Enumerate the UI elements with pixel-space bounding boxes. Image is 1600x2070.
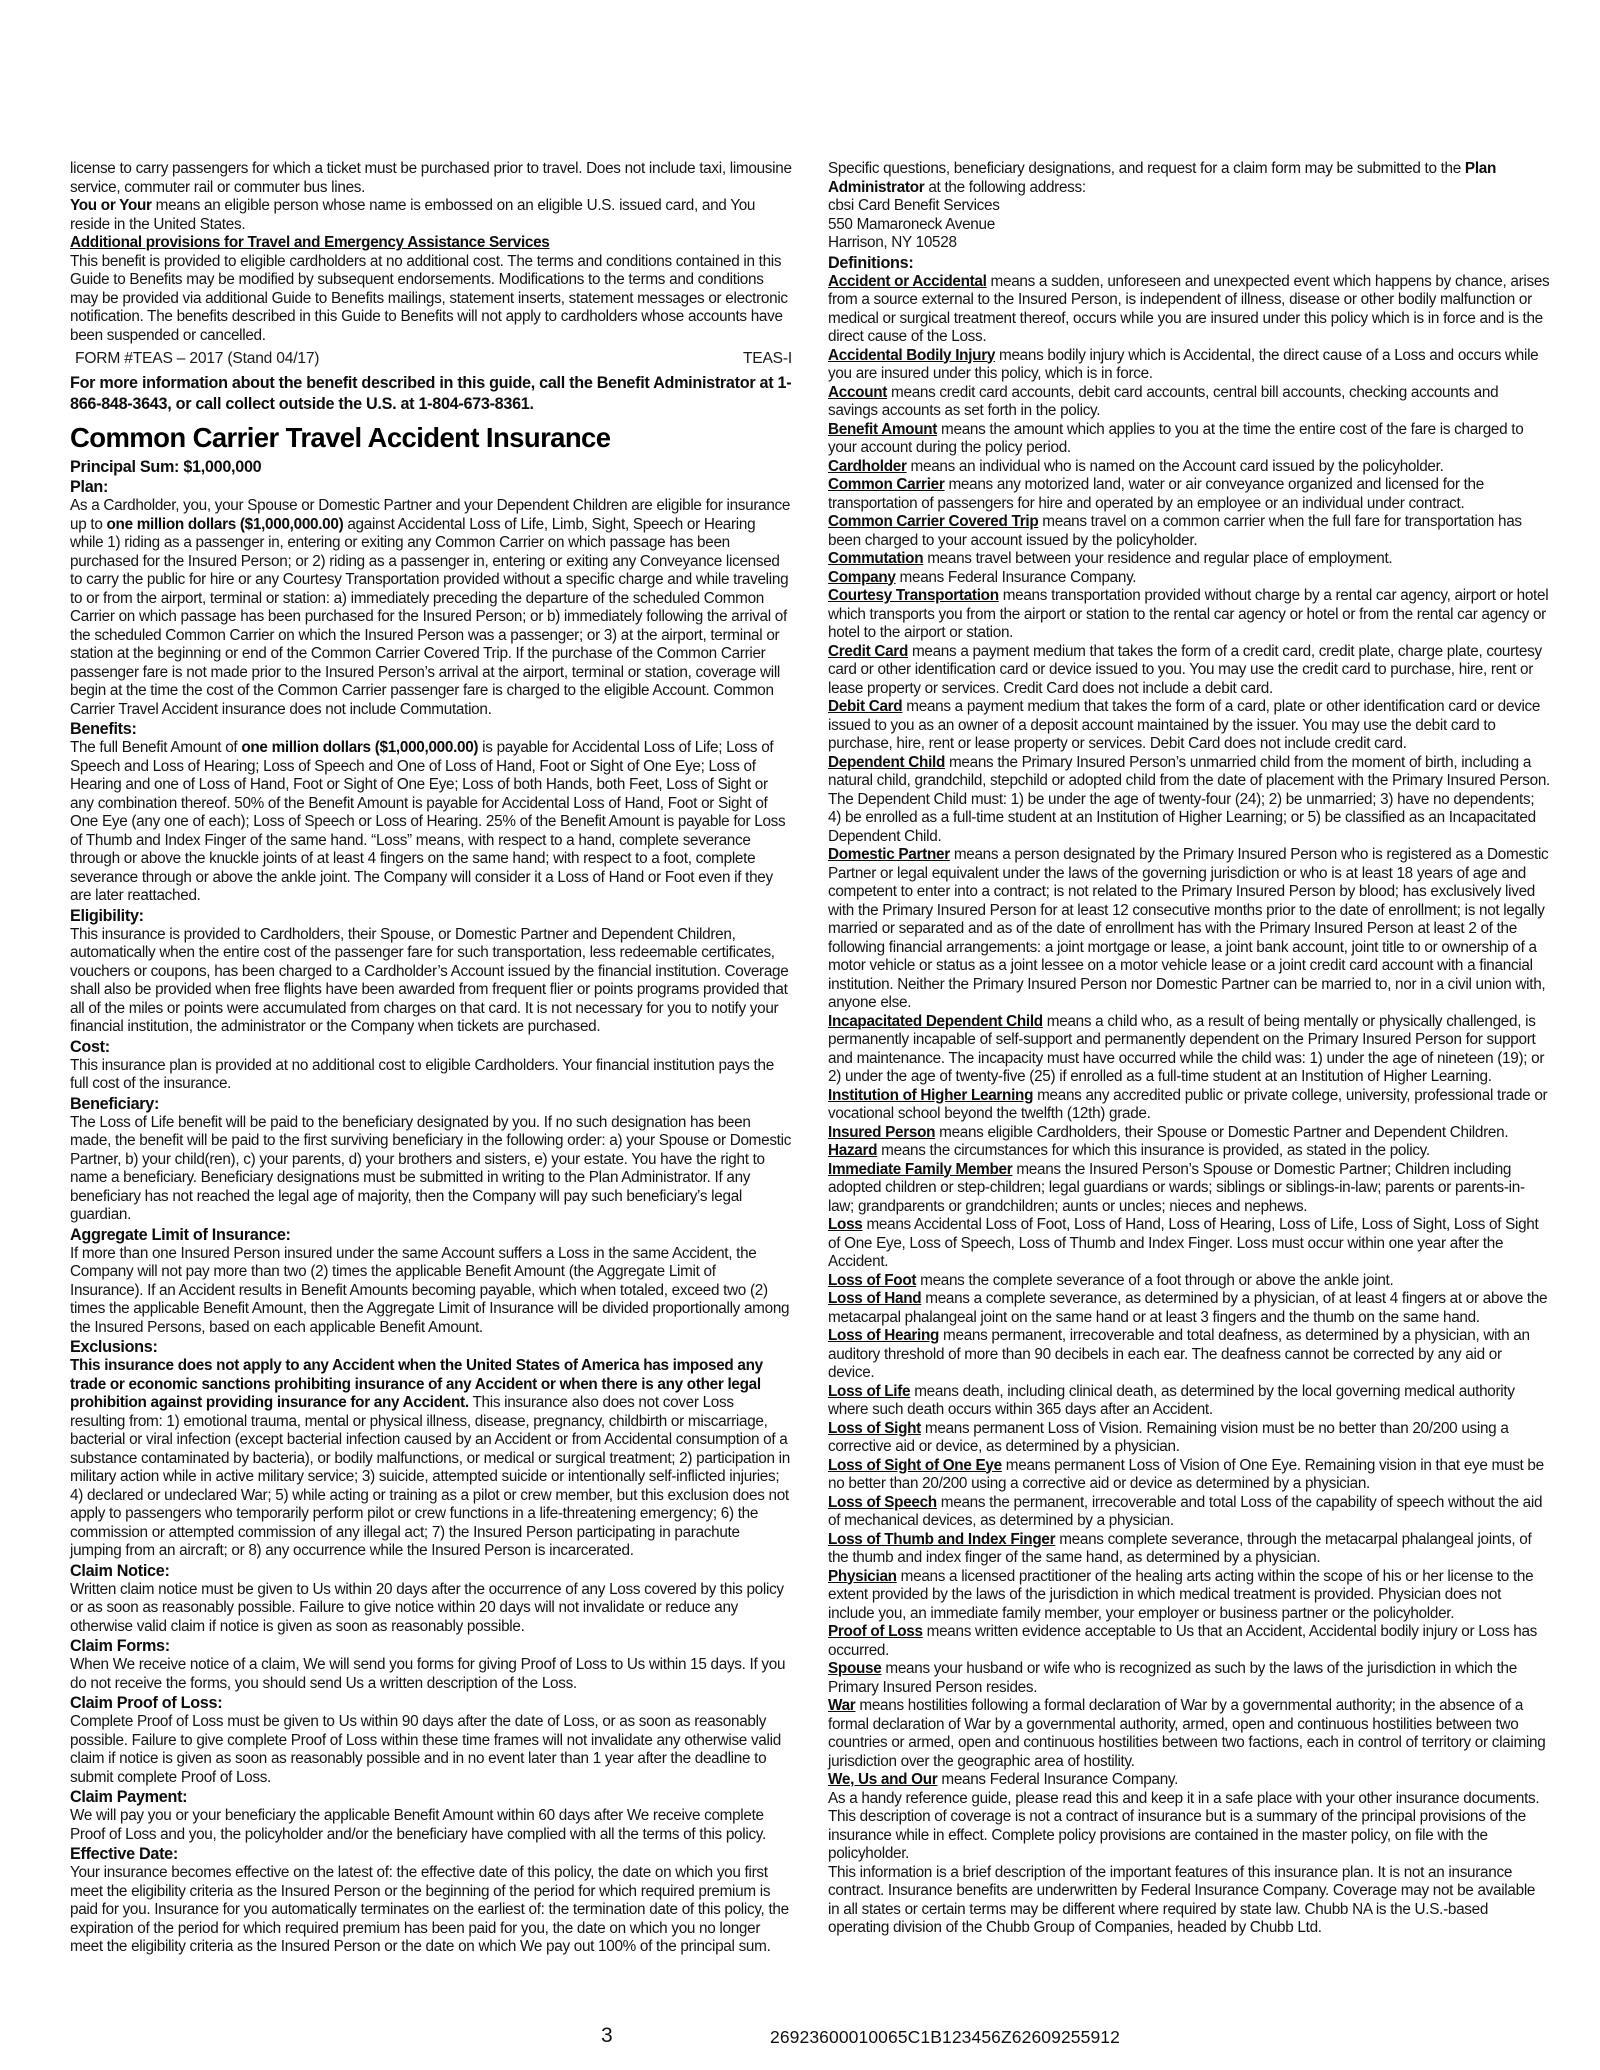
body-text: means the permanent, irrecoverable and total Loss of the capability of speech without the aid of mechanical devices, as determined by a physician. bbox=[828, 1493, 1543, 1529]
paragraph bbox=[828, 1494, 1550, 1531]
bold-text: Plan Administrator bbox=[828, 160, 1497, 196]
bold-text: For more information about the benefit described in this guide, call the Benefit Administrator at 1-866-848-3643, or call collect outside the U.S. at 1-804-673-8361. bbox=[70, 374, 792, 413]
bold-text: This insurance does not apply to any Accident when the United States of America has imposed any trade or economic sanctions prohibiting insurance of any Accident or when there is any other legal prohibition against providing insurance for any Accident. bbox=[70, 1357, 763, 1411]
paragraph bbox=[828, 1697, 1550, 1771]
page-footer bbox=[0, 2018, 1600, 2062]
defined-term: Loss bbox=[828, 1216, 863, 1233]
body-text: means the complete severance of a foot through or above the ankle joint. bbox=[916, 1271, 1394, 1289]
body-text: This information is a brief description of the important features of this insurance plan. It is not an insurance contract. Insurance benefits are underwritten by Federal Insurance Company. Coverage may not be available in all states or certain terms may be different where required by state law. Chubb NA is the U.S.-based operating division of the Chubb Group of Companies, headed by Chubb Ltd. bbox=[828, 1863, 1536, 1936]
paragraph bbox=[70, 1057, 792, 1094]
defined-term: Loss of Life bbox=[828, 1382, 911, 1400]
paragraph bbox=[828, 216, 1550, 235]
paragraph bbox=[828, 421, 1550, 458]
paragraph bbox=[70, 373, 792, 414]
paragraph bbox=[828, 1383, 1550, 1420]
paragraph bbox=[70, 1656, 792, 1693]
paragraph bbox=[828, 1142, 1550, 1161]
paragraph bbox=[70, 197, 792, 234]
body-text: means permanent Loss of Vision. Remaining vision must be no better than 20/200 using a corrective aid or device, as determined by a physician. bbox=[828, 1419, 1509, 1455]
paragraph bbox=[828, 160, 1550, 197]
body-text: means permanent Loss of Vision of One Eye. Remaining vision in that eye must be no better than 20/200 using a corrective aid or device as determined by a physician. bbox=[828, 1456, 1544, 1492]
body-text: 550 Mamaroneck Avenue bbox=[828, 215, 995, 233]
body-text: Harrison, NY 10528 bbox=[828, 234, 957, 251]
defined-term: Spouse bbox=[828, 1660, 882, 1677]
page-number: 3 bbox=[601, 2024, 613, 2047]
body-text: means a payment medium that takes the form of a credit card, credit plate, charge plate, courtesy card or other identification card or device issued to you. You may use the credit card to purchase, hire, rent or lease property or services. Credit Card does not include a debit card. bbox=[828, 642, 1542, 697]
defined-term: Proof of Loss bbox=[828, 1623, 923, 1640]
defined-term: We, Us and Our bbox=[828, 1771, 938, 1788]
body-text: The Loss of Life benefit will be paid to the beneficiary designated by you. If no such designation has been made, the benefit will be paid to the first surviving beneficiary in the following order: a) your Spouse or Domestic Partner, b) your child(ren), c) your parents, d) your brothers and sisters, e) your estate. You have the right to name a beneficiary. Beneficiary designations must be submitted in writing to the Plan Administrator. If any beneficiary has not reached the legal age of majority, then the Company will pay such beneficiary’s legal guardian. bbox=[70, 1113, 792, 1223]
body-text: Your insurance becomes effective on the latest of: the effective date of this policy, the date on which you first meet the eligibility criteria as the Insured Person or the beginning of the period for which required premium is paid for you. Insurance for you automatically terminates on the earliest of: the termination date of this policy, the expiration of the period for which required premium has been paid for you, the date on which you no longer meet the eligibility criteria as the Insured Person or the date on which We pay out 100% of the principal sum. bbox=[70, 1864, 789, 1955]
subsection-heading: Aggregate Limit of Insurance: bbox=[70, 1225, 291, 1244]
defined-term: Domestic Partner bbox=[828, 846, 950, 863]
body-text: means a person designated by the Primary Insured Person who is registered as a Domestic Partner or legal equivalent under the laws of the governing jurisdiction or who is at least 18 years of age and competent to enter into a contract; is not related to the Primary Insured Person by blood; has exclusively lived with the Primary Insured Person for at least 12 consecutive months prior to the date of enrollment; is not legally married or separated and as of the date of enrollment has with the Primary Insured Person at least 2 of the following financial arrangements: a joint mortgage or lease, a joint bank account, joint title to or ownership of a motor vehicle or status as a joint lessee on a motor vehicle lease or a joint credit card account with a financial institution. Neither the Primary Insured Person nor Domestic Partner can be married to, nor in a civil union with, anyone else. bbox=[828, 846, 1549, 1011]
left-column bbox=[70, 160, 792, 1957]
body-text: This insurance is provided to Cardholders, their Spouse, or Domestic Partner and Dependent Children, automatically when the entire cost of the passenger fare for such transportation, less redeemable certificates, vouchers or coupons, has been charged to a Cardholder’s Account issued by the financial institution. Coverage shall also be provided when free flights have been awarded from frequent flier or points programs provided that all of the miles or points were accumulated from charges on that card. It is not necessary for you to notify your financial institution, the administrator or the Company when tickets are purchased. bbox=[70, 925, 789, 1035]
paragraph bbox=[828, 458, 1550, 477]
defined-term: Loss of Hand bbox=[828, 1290, 922, 1307]
paragraph bbox=[828, 587, 1550, 643]
paragraph bbox=[828, 1161, 1550, 1217]
body-text: means eligible Cardholders, their Spouse or Domestic Partner and Dependent Children. bbox=[935, 1123, 1509, 1141]
defined-term: Insured Person bbox=[828, 1123, 936, 1141]
paragraph bbox=[828, 347, 1550, 384]
body-text: When We receive notice of a claim, We will send you forms for giving Proof of Loss to Us within 15 days. If you do not receive the forms, you should send Us a written description of the Loss. bbox=[70, 1656, 786, 1692]
body-text: means a child who, as a result of being mentally or physically challenged, is permanently incapable of self-support and permanently dependent on the Primary Insured Person for support and maintenance. The incapacity must have occurred while the child was: 1) under the age of nineteen (19); or 2) under the age of twenty-five (25) if enrolled as a full-time student at an Institution of Higher Learning. bbox=[828, 1012, 1545, 1085]
defined-term: Additional provisions for Travel and Emergency Assistance Services bbox=[70, 234, 550, 251]
defined-term: Credit Card bbox=[828, 642, 908, 660]
body-text: means an individual who is named on the Account card issued by the policyholder. bbox=[906, 457, 1444, 475]
defined-term: Loss of Foot bbox=[828, 1271, 917, 1289]
paragraph bbox=[828, 273, 1550, 347]
subsection-heading: Definitions: bbox=[828, 253, 914, 272]
paragraph bbox=[828, 698, 1550, 754]
defined-term: Loss of Sight of One Eye bbox=[828, 1456, 1002, 1474]
defined-term: Accident or Accidental bbox=[828, 272, 987, 290]
form-number-line bbox=[70, 349, 792, 368]
body-text: Specific questions, beneficiary designations, and request for a claim form may be submitted to the bbox=[828, 160, 1465, 177]
defined-term: Dependent Child bbox=[828, 753, 946, 771]
body-text: license to carry passengers for which a ticket must be purchased prior to travel. Does not include taxi, limousine service, commuter rail or commuter bus lines. bbox=[70, 160, 792, 196]
defined-term: Incapacitated Dependent Child bbox=[828, 1012, 1043, 1030]
subsection-heading: Plan: bbox=[70, 478, 109, 496]
right-column bbox=[828, 160, 1550, 1938]
defined-term: Courtesy Transportation bbox=[828, 587, 999, 604]
body-text: means a payment medium that takes the form of a card, plate or other identification card or device issued to you as an owner of a deposit account maintained by the issuer. You may use the debit card to purchase, hire, rent or lease property or services. Debit Card does not include credit card. bbox=[828, 698, 1541, 752]
subsection-heading: Principal Sum: $1,000,000 bbox=[70, 458, 262, 476]
body-text: is payable for Accidental Loss of Life; Loss of Speech and Loss of Hearing; Loss of Speech and One of Loss of Hand, Foot or Sight of One Eye; Loss of Hearing and one of Loss of Hand, Foot or Sight of One Eye; Loss of both Hands, both Feet, Loss of Sight or any combination thereof. 50% of the Benefit Amount is payable for Accidental Loss of Hand, Foot or Sight of One Eye (any one of each); Loss of Speech or Loss of Hearing. 25% of the Benefit Amount is payable for Loss of Thumb and Index Finger of the same hand. “Loss” means, with respect to a hand, complete severance through or above the knuckle joints of at least 4 fingers on the same hand; with respect to a foot, complete severance through or above the ankle joint. The Company will consider it a Loss of Hand or Foot even if they are later reattached. bbox=[70, 739, 786, 904]
body-text: means Accidental Loss of Foot, Loss of Hand, Loss of Hearing, Loss of Life, Loss of Sight, Loss of Sight of One Eye, Loss of Speech, Loss of Thumb and Index Finger. Loss must occur within one year after the Accident. bbox=[828, 1216, 1539, 1270]
main-heading: Common Carrier Travel Accident Insurance bbox=[70, 422, 611, 453]
body-text: As a Cardholder, you, your Spouse or Domestic Partner and your Dependent Children are eligible for insurance up to bbox=[70, 497, 791, 533]
paragraph bbox=[70, 739, 792, 906]
body-text: means a sudden, unforeseen and unexpected event which happens by chance, arises from a source external to the Insured Person, is independent of illness, disease or other bodily malfunction or medical or surgical treatment thereof, occurs while you are insured under this policy which is in force and is the direct cause of the Loss. bbox=[828, 272, 1550, 345]
defined-term: Loss of Hearing bbox=[828, 1327, 940, 1344]
paragraph bbox=[828, 476, 1550, 513]
paragraph bbox=[70, 1245, 792, 1338]
paragraph bbox=[828, 1531, 1550, 1568]
paragraph bbox=[828, 234, 1550, 253]
body-text: This insurance also does not cover Loss resulting from: 1) emotional trauma, mental or physical illness, disease, pregnancy, childbirth or miscarriage, bacterial or viral infection (except bacterial infection caused by an Accident or from Accidental consumption of a substance contaminated by bacteria), or bodily malfunctions, or medical or surgical treatment; 2) participation in military action while in active military service; 3) suicide, attempted suicide or intentionally self-inflicted injuries; 4) declared or undeclared War; 5) while acting or training as a pilot or crew member, but this exclusion does not apply to passengers who temporarily perform pilot or crew functions in a life-threatening emergency; 6) the commission or attempted commission of any illegal act; 7) the Insured Person participating in parachute jumping from an aircraft; or 8) any occurrence while the Insured Person is incarcerated. bbox=[70, 1394, 790, 1559]
subsection-heading: Claim Proof of Loss: bbox=[70, 1694, 223, 1712]
body-text: means transportation provided without charge by a rental car agency, airport or hotel which transports you from the airport or station to the rental car agency or hotel or from the rental car agency or hotel to the airport or station. bbox=[828, 587, 1549, 641]
subsection-heading: Benefits: bbox=[70, 720, 137, 738]
defined-term: Debit Card bbox=[828, 698, 903, 715]
body-text: We will pay you or your beneficiary the applicable Benefit Amount within 60 days after We receive complete Proof of Loss and you, the policyholder and/or the beneficiary have complied with all the terms of this policy. bbox=[70, 1807, 766, 1843]
defined-term: Company bbox=[828, 568, 896, 586]
body-text: means your husband or wife who is recognized as such by the laws of the jurisdiction in which the Primary Insured Person resides. bbox=[828, 1660, 1517, 1696]
defined-term: Hazard bbox=[828, 1142, 878, 1159]
subsection-heading: Claim Notice: bbox=[70, 1561, 170, 1580]
body-text: means a licensed practitioner of the healing arts acting within the scope of his or her license to the extent provided by the laws of the jurisdiction in which medical treatment is provided. Physician does not include you, an immediate family member, your employer or business partner or the policyholder. bbox=[828, 1567, 1534, 1622]
body-text: This benefit is provided to eligible cardholders at no additional cost. The terms and conditions contained in this Guide to Benefits may be modified by subsequent endorsements. Modifications to the terms and conditions may be provided via additional Guide to Benefits mailings, statement inserts, statement messages or electronic notification. The benefits described in this Guide to Benefits will not apply to cardholders whose accounts have been suspended or cancelled. bbox=[70, 252, 788, 344]
paragraph bbox=[70, 1114, 792, 1225]
body-text: means written evidence acceptable to Us that an Accident, Accidental bodily injury or Loss has occurred. bbox=[828, 1623, 1538, 1659]
subsection-heading: Cost: bbox=[70, 1037, 110, 1056]
body-text: As a handy reference guide, please read this and keep it in a safe place with your other insurance documents. This description of coverage is not a contract of insurance but is a summary of the principal provisions of the insurance while in effect. Complete policy provisions are contained in the master policy, on file with the policyholder. bbox=[828, 1789, 1540, 1862]
body-text: means an eligible person whose name is embossed on an eligible U.S. issued card, and You reside in the United States. bbox=[70, 197, 756, 233]
body-text: means any accredited public or private college, university, professional trade or vocational school beyond the twelfth (12th) grade. bbox=[828, 1086, 1548, 1122]
paragraph bbox=[828, 1216, 1550, 1272]
subsection-heading: Eligibility: bbox=[70, 906, 144, 925]
body-text: means bodily injury which is Accidental, the direct cause of a Loss and occurs while you are insured under this policy, which is in force. bbox=[828, 346, 1539, 382]
defined-term: Loss of Sight bbox=[828, 1419, 921, 1437]
defined-term: Commutation bbox=[828, 550, 924, 567]
paragraph bbox=[70, 253, 792, 346]
body-text: means Federal Insurance Company. bbox=[895, 568, 1137, 586]
defined-term: Loss of Thumb and Index Finger bbox=[828, 1530, 1056, 1548]
paragraph bbox=[828, 1420, 1550, 1457]
body-text: means hostilities following a formal declaration of War by a governmental authority; in the absence of a formal declaration of War by a governmental authority, armed, open and continuous hostilities between two countries or armed, open and continuous hostilities between two factions, each in control of territory or claiming jurisdiction over the geographic area of hostility. bbox=[828, 1697, 1546, 1770]
body-text: Written claim notice must be given to Us within 20 days after the occurrence of any Loss covered by this policy or as soon as reasonably possible. Failure to give notice within 20 days will not invalidate or reduce any otherwise valid claim if notice is given as soon as reasonably possible. bbox=[70, 1580, 784, 1635]
paragraph bbox=[828, 569, 1550, 588]
body-text: means a complete severance, as determined by a physician, of at least 4 fingers at or above the metacarpal phalangeal joint on the same hand or at least 3 fingers and the thumb on the same hand. bbox=[828, 1290, 1548, 1326]
paragraph bbox=[828, 1290, 1550, 1327]
body-text: This insurance plan is provided at no additional cost to eligible Cardholders. Your financial institution pays the full cost of the insurance. bbox=[70, 1056, 774, 1092]
paragraph bbox=[828, 1272, 1550, 1291]
body-text: means credit card accounts, debit card accounts, central bill accounts, checking accounts and savings accounts as set forth in the policy. bbox=[828, 383, 1499, 419]
paragraph bbox=[828, 1327, 1550, 1383]
body-text: means complete severance, through the metacarpal phalangeal joints, of the thumb and index finger of the same hand, as determined by a physician. bbox=[828, 1530, 1532, 1566]
paragraph bbox=[70, 1864, 792, 1957]
defined-term: Accidental Bodily Injury bbox=[828, 346, 996, 364]
form-code: TEAS-I bbox=[742, 350, 792, 367]
paragraph bbox=[828, 1124, 1550, 1143]
document-code: 26923600010065C1B123456Z62609255912 bbox=[770, 2027, 1120, 2047]
body-text: means the amount which applies to you at the time the entire cost of the fare is charged to your account during the policy period. bbox=[828, 420, 1524, 456]
defined-term: Benefit Amount bbox=[828, 420, 938, 438]
bold-text: one million dollars ($1,000,000.00) bbox=[106, 515, 344, 533]
paragraph bbox=[828, 1660, 1550, 1697]
body-text: means permanent, irrecoverable and total deafness, as determined by a physician, with an auditory threshold of more than 90 decibels in each ear. The deafness cannot be corrected by any aid or device. bbox=[828, 1327, 1530, 1381]
paragraph bbox=[828, 1864, 1550, 1938]
body-text: means any motorized land, water or air conveyance organized and licensed for the transportation of passengers for hire and operated by an employee or an individual under contract. bbox=[828, 476, 1484, 512]
paragraph bbox=[828, 1013, 1550, 1087]
paragraph bbox=[70, 234, 792, 253]
subsection-heading: Claim Payment: bbox=[70, 1788, 188, 1806]
defined-term: War bbox=[828, 1697, 856, 1714]
body-text: at the following address: bbox=[924, 178, 1086, 196]
subsection-heading: Beneficiary: bbox=[70, 1094, 160, 1113]
defined-term: Institution of Higher Learning bbox=[828, 1086, 1034, 1104]
paragraph bbox=[828, 197, 1550, 216]
body-text: means Federal Insurance Company. bbox=[937, 1771, 1179, 1788]
defined-term: Common Carrier bbox=[828, 476, 945, 493]
paragraph bbox=[828, 1087, 1550, 1124]
paragraph bbox=[828, 754, 1550, 847]
defined-term: Account bbox=[828, 383, 888, 401]
paragraph bbox=[70, 926, 792, 1037]
defined-term: Cardholder bbox=[828, 457, 907, 475]
paragraph bbox=[828, 1457, 1550, 1494]
body-text: The full Benefit Amount of bbox=[70, 739, 242, 756]
paragraph bbox=[70, 1357, 792, 1561]
paragraph bbox=[70, 497, 792, 719]
body-text: means travel on a common carrier when the full fare for transportation has been charged to your account issued by the policyholder. bbox=[828, 513, 1522, 549]
paragraph bbox=[70, 1713, 792, 1787]
paragraph bbox=[828, 384, 1550, 421]
paragraph bbox=[70, 1581, 792, 1637]
defined-term: Common Carrier Covered Trip bbox=[828, 513, 1039, 530]
defined-term: Physician bbox=[828, 1567, 897, 1585]
body-text: against Accidental Loss of Life, Limb, Sight, Speech or Hearing while 1) riding as a passenger in, entering or exiting any Common Carrier on which passage has been purchased for the Insured Person; or 2) riding as a passenger in, entering or exiting any Conveyance licensed to carry the public for hire or any Courtesy Transportation provided without a specific charge and while traveling to or from the airport, terminal or station: a) immediately preceding the departure of the scheduled Common Carrier on which passage has been purchased for the Insured Person; or b) immediately following the arrival of the scheduled Common Carrier on which the Insured Person was a passenger; or 3) at the airport, terminal or station at the beginning or end of the Common Carrier Covered Trip. If the purchase of the Common Carrier passenger fare is not made prior to the Insured Person’s arrival at the airport, terminal or station, coverage will begin at the time the cost of the Common Carrier passenger fare is charged to the eligible Account. Common Carrier Travel Accident insurance does not include Commutation. bbox=[70, 515, 789, 718]
paragraph bbox=[828, 1790, 1550, 1864]
body-text: means the circumstances for which this insurance is provided, as stated in the policy. bbox=[877, 1142, 1430, 1159]
paragraph bbox=[828, 513, 1550, 550]
defined-term: Immediate Family Member bbox=[828, 1160, 1013, 1178]
paragraph bbox=[828, 1771, 1550, 1790]
form-number: FORM #TEAS – 2017 (Stand 04/17) bbox=[75, 350, 320, 367]
body-text: means the Primary Insured Person’s unmarried child from the moment of birth, including a natural child, grandchild, stepchild or adopted child from the date of placement with the Primary Insured Person. The Dependent Child must: 1) be under the age of twenty-four (24); 2) be unmarried; 3) have no dependents; 4) be enrolled as a full-time student at an Institution of Higher Learning; or 5) be classified as an Incapacitated Dependent Child. bbox=[828, 753, 1551, 845]
paragraph bbox=[828, 643, 1550, 699]
body-text: If more than one Insured Person insured under the same Account suffers a Loss in the same Accident, the Company will not pay more than two (2) times the applicable Benefit Amount (the Aggregate Limit of Insurance). If an Accident results in Benefit Amounts becoming payable, which when totaled, exceed two (2) times the applicable Benefit Amount, then the Aggregate Limit of Insurance will be divided proportionally among the Insured Persons, based on each applicable Benefit Amount. bbox=[70, 1244, 790, 1336]
subsection-heading: Effective Date: bbox=[70, 1845, 178, 1863]
body-text: Complete Proof of Loss must be given to Us within 90 days after the date of Loss, or as soon as reasonably possible. Failure to give complete Proof of Loss within these time frames will not invalidate any otherwise valid claim if notice is given as soon as reasonably possible and in no event later than 1 year after the deadline to submit complete Proof of Loss. bbox=[70, 1713, 781, 1786]
bold-text: You or Your bbox=[70, 197, 152, 214]
subsection-heading: Claim Forms: bbox=[70, 1637, 170, 1655]
body-text: means the Insured Person’s Spouse or Domestic Partner; Children including adopted children or step-children; legal guardians or wards; siblings or siblings-in-law; parents or parents-in-law; grandparents or grandchildren; aunts or uncles; nieces and nephews. bbox=[828, 1160, 1525, 1215]
paragraph bbox=[828, 846, 1550, 1013]
body-text: cbsi Card Benefit Services bbox=[828, 197, 1000, 214]
bold-text: one million dollars ($1,000,000.00) bbox=[241, 739, 479, 756]
paragraph bbox=[828, 1568, 1550, 1624]
paragraph bbox=[828, 550, 1550, 569]
defined-term: Loss of Speech bbox=[828, 1493, 937, 1511]
subsection-heading: Exclusions: bbox=[70, 1338, 158, 1356]
paragraph bbox=[828, 1623, 1550, 1660]
body-text: means death, including clinical death, as determined by the local governing medical authority where such death occurs within 365 days after an Accident. bbox=[828, 1382, 1515, 1418]
body-text: means travel between your residence and regular place of employment. bbox=[923, 550, 1393, 567]
paragraph bbox=[70, 1807, 792, 1844]
paragraph bbox=[70, 160, 792, 197]
